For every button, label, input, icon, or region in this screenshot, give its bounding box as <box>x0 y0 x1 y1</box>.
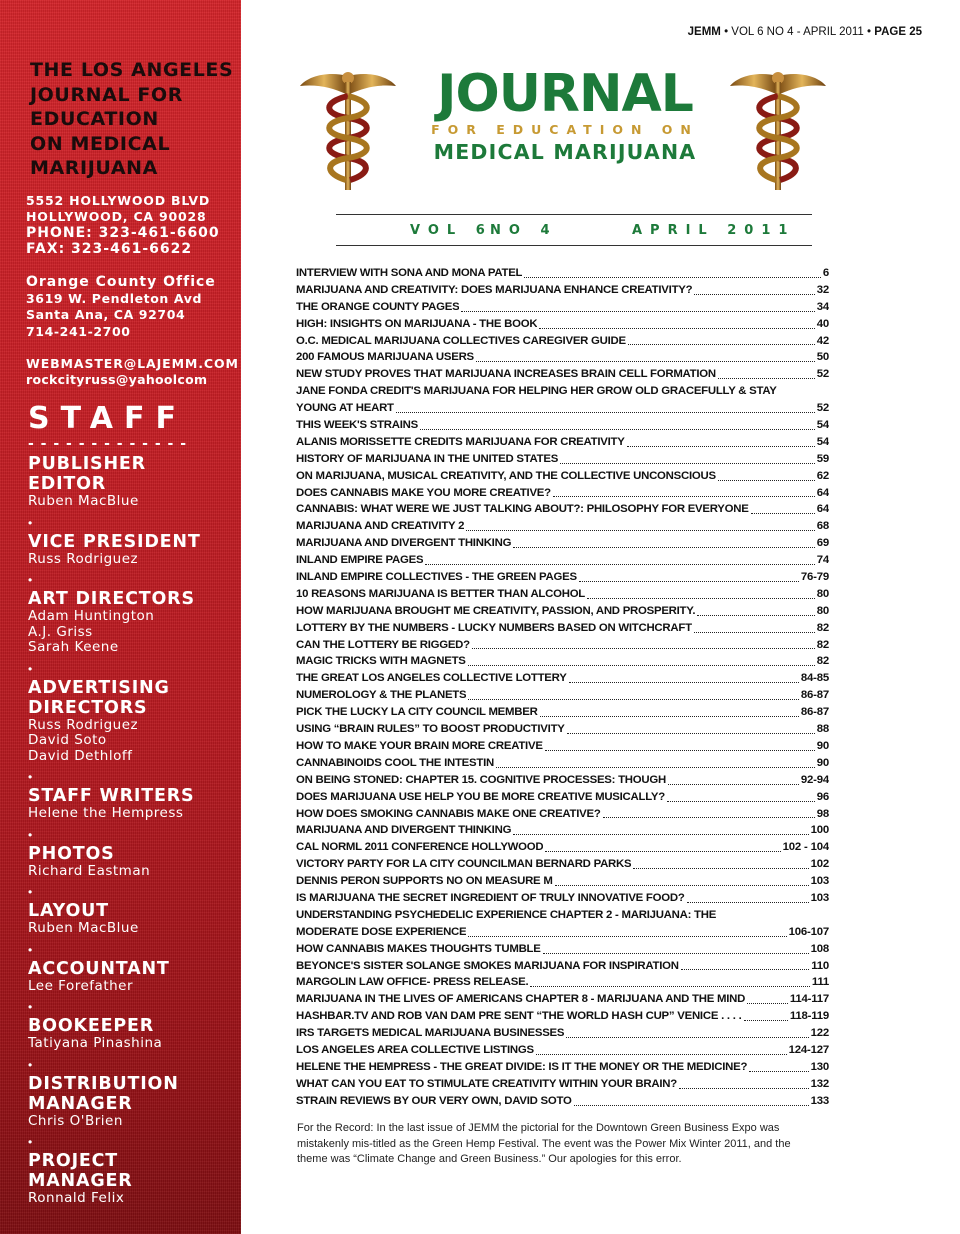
toc-entry[interactable] <box>296 620 829 637</box>
toc-entry[interactable] <box>296 586 829 603</box>
toc-entry-page: 106-107 <box>788 925 829 938</box>
toc-entry-title: HOW TO MAKE YOUR BRAIN MORE CREATIVE <box>296 739 543 752</box>
toc-entry-title: UNDERSTANDING PSYCHEDELIC EXPERIENCE CHAPTER 2 - MARIJUANA: THE <box>296 908 717 921</box>
toc-entry-title: THE ORANGE COUNTY PAGES <box>296 300 460 313</box>
toc-entry[interactable] <box>296 907 829 924</box>
issue-date: APRIL 2011 <box>632 223 796 238</box>
toc-entry-title: MARIJUANA AND DIVERGENT THINKING <box>296 537 512 550</box>
toc-leader <box>744 1019 788 1021</box>
toc-entry-title: ALANIS MORISSETTE CREDITS MARIJUANA FOR CREATIVITY <box>296 435 625 448</box>
role-separator: • <box>28 1057 33 1072</box>
staff-member-name: A.J. Griss <box>28 623 93 640</box>
toc-entry-page: 96 <box>816 790 829 803</box>
toc-entry-page: 76-79 <box>800 571 829 584</box>
toc-entry-page: 108 <box>810 942 829 955</box>
toc-entry-title: DENNIS PERON SUPPORTS NO ON MEASURE M <box>296 875 553 888</box>
toc-entry[interactable] <box>296 299 829 316</box>
toc-leader <box>694 293 814 295</box>
toc-entry-title: MAGIC TRICKS WITH MAGNETS <box>296 655 466 668</box>
toc-entry-title: VICTORY PARTY FOR LA CITY COUNCILMAN BERNARD PARKS <box>296 858 632 871</box>
toc-leader <box>530 985 809 987</box>
role-separator: • <box>28 827 33 842</box>
toc-entry-title: MARIJUANA AND DIVERGENT THINKING <box>296 824 512 837</box>
staff-divider: - - - - - - - - - - - - - <box>28 436 188 452</box>
toc-entry-title: CAN THE LOTTERY BE RIGGED? <box>296 638 470 651</box>
toc-entry[interactable] <box>296 1076 829 1093</box>
toc-entry[interactable] <box>296 637 829 654</box>
logo-medical-marijuana: MEDICAL MARIJUANA <box>433 140 697 164</box>
staff-member-name: Russ Rodriguez <box>28 550 139 567</box>
toc-entry-title: HOW CANNABIS MAKES THOUGHTS TUMBLE <box>296 942 541 955</box>
toc-leader <box>555 884 809 886</box>
toc-entry[interactable] <box>296 856 829 873</box>
toc-entry-title: MARIJUANA AND CREATIVITY: DOES MARIJUANA ENHANCE CREATIVITY? <box>296 283 693 296</box>
toc-leader <box>697 614 814 616</box>
toc-entry-title: CANNABIS: WHAT WERE WE JUST TALKING ABOUT?: PHILOSOPHY FOR EVERYONE <box>296 503 749 516</box>
toc-entry-title: HOW MARIJUANA BROUGHT ME CREATIVITY, PASSION, AND PROSPERITY. <box>296 604 696 617</box>
toc-entry-page: 6 <box>822 267 829 279</box>
toc-leader <box>603 816 815 818</box>
publication-name: JEMM <box>687 26 721 38</box>
toc-entry-page: 118-119 <box>789 1010 829 1023</box>
toc-entry[interactable] <box>296 839 829 856</box>
role-separator: • <box>28 1135 33 1149</box>
sidebar-title-line: MARIJUANA <box>30 157 158 179</box>
toc-entry-title: MARIJUANA AND CREATIVITY 2 <box>296 520 465 533</box>
toc-entry-page: 86-87 <box>800 689 829 702</box>
staff-role-title: ADVERTISING <box>28 677 170 698</box>
toc-entry[interactable] <box>296 1025 829 1042</box>
staff-heading: STAFF <box>28 401 187 436</box>
staff-role-title: PUBLISHER <box>28 454 146 474</box>
toc-entry-title: PICK THE LUCKY LA CITY COUNCIL MEMBER <box>296 706 538 719</box>
oc-address-line: Santa Ana, CA 92704 <box>26 307 186 322</box>
mailing-address <box>26 193 220 257</box>
toc-entry[interactable] <box>296 704 829 721</box>
toc-entry[interactable] <box>296 282 829 299</box>
toc-entry[interactable] <box>296 451 829 468</box>
toc-entry[interactable] <box>296 924 829 941</box>
toc-entry[interactable] <box>296 687 829 704</box>
toc-leader <box>468 698 799 700</box>
toc-entry-page: 34 <box>816 300 829 313</box>
toc-leader <box>694 631 815 633</box>
issue-info: VOL 6 NO 4 - APRIL 2011 <box>731 26 864 38</box>
toc-leader <box>466 529 815 531</box>
toc-entry-page: 130 <box>810 1060 829 1073</box>
caduceus-icon <box>298 66 398 196</box>
toc-entry[interactable] <box>296 1059 829 1076</box>
staff-role-title: MANAGER <box>28 1171 133 1191</box>
toc-entry-page: 82 <box>816 621 829 634</box>
staff-member-name: Richard Eastman <box>28 862 151 879</box>
toc-entry-page: 82 <box>816 638 829 651</box>
toc-entry-page: 64 <box>816 486 829 499</box>
toc-leader <box>566 1036 808 1038</box>
sidebar <box>0 0 241 1234</box>
staff-member-name: Ronnald Felix <box>28 1190 125 1206</box>
toc-entry-title: INLAND EMPIRE COLLECTIVES - THE GREEN PAGES <box>296 571 577 584</box>
toc-leader <box>560 462 815 464</box>
correction-note: For the Record: In the last issue of JEMM the pictorial for the Downtown Green Business Expo was mistakenly mis-titled as the Green Hemp Festival. The event was the Power Mix Winter 2011, and the theme was “Climate Change and Green Business.” Our apologies for this error. <box>297 1122 791 1165</box>
toc-entry[interactable] <box>296 653 829 670</box>
toc-leader <box>545 749 815 751</box>
toc-entry-title: THIS WEEK'S STRAINS <box>296 419 418 432</box>
toc-leader <box>633 867 808 869</box>
toc-leader <box>425 563 814 565</box>
toc-entry-page: 80 <box>816 587 829 600</box>
staff-member-name: David Soto <box>28 732 107 748</box>
toc-leader <box>543 952 809 954</box>
toc-leader <box>749 1070 808 1072</box>
toc-entry-title: CANNABINOIDS COOL THE INTESTIN <box>296 756 494 769</box>
toc-entry[interactable] <box>296 349 829 366</box>
logo-subtitle: FOR EDUCATION ON <box>431 122 699 137</box>
toc-entry-title: DOES MARIJUANA USE HELP YOU BE MORE CREATIVE MUSICALLY? <box>296 790 665 803</box>
toc-entry[interactable] <box>296 1042 829 1059</box>
toc-leader <box>461 310 814 312</box>
oc-phone: 714-241-2700 <box>26 323 131 339</box>
toc-entry[interactable] <box>296 366 829 383</box>
toc-entry[interactable] <box>296 890 829 907</box>
toc-entry-title: HOW DOES SMOKING CANNABIS MAKE ONE CREATIVE? <box>296 807 601 820</box>
toc-entry-title: HASHBAR.TV AND ROB VAN DAM PRE SENT “THE WORLD HASH CUP” VENICE . . . . <box>296 1010 742 1023</box>
toc-leader <box>628 343 815 345</box>
staff-member-name: Lee Forefather <box>28 977 134 994</box>
toc-entry-title: HIGH: INSIGHTS ON MARIJUANA - THE BOOK <box>296 317 538 330</box>
toc-leader <box>553 495 815 497</box>
role-separator: • <box>28 661 33 676</box>
toc-leader <box>667 800 815 802</box>
staff-role-title: DIRECTORS <box>28 697 148 718</box>
staff-list <box>28 454 233 1207</box>
staff-role-title: LAYOUT <box>28 901 109 921</box>
toc-leader <box>396 411 815 413</box>
staff-role-title: MANAGER <box>28 1093 133 1114</box>
sidebar-title-line: JOURNAL FOR <box>30 83 183 106</box>
toc-entry-page: 122 <box>810 1027 829 1040</box>
toc-entry-page: 68 <box>816 520 829 533</box>
toc-entry-title: IRS TARGETS MEDICAL MARIJUANA BUSINESSES <box>296 1027 565 1040</box>
toc-leader <box>779 395 827 396</box>
divider-bottom <box>336 245 812 246</box>
phone-number: PHONE: 323-461-6600 <box>26 225 220 241</box>
toc-entry[interactable] <box>296 974 829 991</box>
staff-role-title: EDITOR <box>28 474 107 494</box>
staff-role-title: ART DIRECTORS <box>28 589 195 609</box>
staff-role-title: PHOTOS <box>28 843 115 864</box>
role-separator: • <box>28 770 33 784</box>
toc-entry-page: 124-127 <box>788 1043 829 1056</box>
toc-leader <box>579 580 799 582</box>
toc-entry-title: ON MARIJUANA, MUSICAL CREATIVITY, AND THE COLLECTIVE UNCONSCIOUS <box>296 469 716 482</box>
toc-entry-page: 92-94 <box>800 773 829 786</box>
toc-entry[interactable] <box>296 1008 829 1025</box>
toc-entry-page: 133 <box>810 1094 829 1107</box>
toc-entry-page: 90 <box>816 739 829 752</box>
toc-entry-page: 114-117 <box>789 993 829 1006</box>
toc-entry-page: 111 <box>811 976 829 989</box>
toc-entry-title: MODERATE DOSE EXPERIENCE <box>296 925 467 938</box>
toc-entry[interactable] <box>296 316 829 333</box>
toc-entry-title: USING “BRAIN RULES” TO BOOST PRODUCTIVITY <box>296 723 565 736</box>
toc-entry-page: 80 <box>816 604 829 617</box>
toc-entry-page: 98 <box>816 807 829 820</box>
toc-entry-title: 200 FAMOUS MARIJUANA USERS <box>296 351 474 364</box>
toc-entry-title: 10 REASONS MARIJUANA IS BETTER THAN ALCOHOL <box>296 587 586 600</box>
toc-entry-title: THE GREAT LOS ANGELES COLLECTIVE LOTTERY <box>296 672 567 685</box>
staff-member-name: Ruben MacBlue <box>28 493 139 509</box>
toc-entry-page: 82 <box>816 655 829 668</box>
staff-member-name: Adam Huntington <box>28 608 155 624</box>
webmaster-email[interactable]: WEBMASTER@LAJEMM.COM <box>26 356 239 371</box>
toc-entry-page: 69 <box>816 537 829 550</box>
page-number: PAGE 25 <box>874 26 922 38</box>
toc-leader <box>540 715 799 717</box>
staff-role-title: PROJECT <box>28 1151 119 1171</box>
toc-entry-title: MARIJUANA IN THE LIVES OF AMERICANS CHAPTER 8 - MARIJUANA AND THE MIND <box>296 993 746 1006</box>
staff-member-name: Helene the Hempress <box>28 805 184 821</box>
toc-entry[interactable] <box>296 501 829 518</box>
caduceus-icon <box>728 66 828 196</box>
toc-leader <box>524 276 821 278</box>
toc-entry[interactable] <box>296 991 829 1008</box>
toc-entry-title: JANE FONDA CREDIT'S MARIJUANA FOR HELPING HER GROW OLD GRACEFULLY & STAY <box>296 385 777 398</box>
toc-entry-page: 62 <box>816 469 829 482</box>
toc-entry-title: INTERVIEW WITH SONA AND MONA PATEL <box>296 267 523 279</box>
toc-leader <box>468 935 786 937</box>
role-separator: • <box>28 942 33 957</box>
orange-county-office <box>26 274 216 340</box>
toc-leader <box>668 783 799 785</box>
toc-entry-title: STRAIN REVIEWS BY OUR VERY OWN, DAVID SOTO <box>296 1094 572 1107</box>
toc-entry[interactable] <box>296 535 829 552</box>
toc-entry[interactable] <box>296 552 829 569</box>
toc-entry[interactable] <box>296 485 829 502</box>
toc-entry[interactable] <box>296 468 829 485</box>
toc-entry-title: WHAT CAN YOU EAT TO STIMULATE CREATIVITY WITHIN YOUR BRAIN? <box>296 1077 677 1090</box>
toc-entry-page: 102 <box>810 858 829 871</box>
toc-entry-page: 100 <box>810 824 829 837</box>
toc-leader <box>567 732 815 734</box>
toc-leader <box>569 681 799 683</box>
toc-leader <box>687 901 809 903</box>
page-header <box>688 26 922 38</box>
role-separator: • <box>28 1000 33 1014</box>
toc-entry-page: 88 <box>816 723 829 736</box>
sidebar-title-line: EDUCATION <box>30 108 159 130</box>
toc-entry-page: 110 <box>811 959 829 972</box>
toc-leader <box>539 327 814 329</box>
toc-entry-title: MARGOLIN LAW OFFICE- PRESS RELEASE. <box>296 976 529 989</box>
contact-email[interactable]: rockcityruss@yahoolcom <box>26 372 208 387</box>
toc-entry[interactable] <box>296 721 829 738</box>
staff-role-title: DISTRIBUTION <box>28 1073 179 1094</box>
toc-entry[interactable] <box>296 265 829 282</box>
toc-entry[interactable] <box>296 434 829 451</box>
address-line: 5552 HOLLYWOOD BLVD <box>26 193 211 208</box>
toc-entry-page: 52 <box>816 402 829 415</box>
toc-entry-page: 59 <box>816 452 829 465</box>
toc-leader <box>513 546 815 548</box>
toc-entry[interactable] <box>296 806 829 823</box>
toc-entry-page: 40 <box>816 317 829 330</box>
staff-member-name: Chris O'Brien <box>28 1112 123 1129</box>
toc-entry[interactable] <box>296 1093 829 1110</box>
toc-entry-page: 50 <box>816 351 829 364</box>
toc-leader <box>574 1104 809 1106</box>
contact-emails <box>26 356 239 388</box>
toc-leader <box>468 664 815 666</box>
staff-role-title: STAFF WRITERS <box>28 786 195 806</box>
toc-leader <box>587 597 815 599</box>
toc-entry-page: 132 <box>810 1077 829 1090</box>
toc-entry[interactable] <box>296 738 829 755</box>
toc-entry-title: BEYONCE'S SISTER SOLANGE SMOKES MARIJUANA FOR INSPIRATION <box>296 959 679 972</box>
toc-entry[interactable] <box>296 670 829 687</box>
toc-entry[interactable] <box>296 873 829 890</box>
toc-entry-title: LOS ANGELES AREA COLLECTIVE LISTINGS <box>296 1043 534 1056</box>
toc-entry-page: 103 <box>810 875 829 888</box>
toc-leader <box>513 833 808 835</box>
staff-member-name: David Dethloff <box>28 747 133 764</box>
staff-role-title: VICE PRESIDENT <box>28 531 201 552</box>
toc-entry-title: DOES CANNABIS MAKE YOU MORE CREATIVE? <box>296 486 551 499</box>
role-separator: • <box>28 885 33 899</box>
sidebar-title-line: ON MEDICAL <box>30 132 171 155</box>
toc-leader <box>536 1053 787 1055</box>
oc-office-heading: Orange County Office <box>26 274 216 290</box>
toc-entry[interactable] <box>296 958 829 975</box>
toc-leader <box>718 377 815 379</box>
toc-entry-page: 86-87 <box>800 706 829 719</box>
fax-number: FAX: 323-461-6622 <box>26 241 193 257</box>
divider-top <box>336 214 812 215</box>
toc-leader <box>718 479 815 481</box>
toc-leader <box>681 968 809 970</box>
toc-entry[interactable] <box>296 789 829 806</box>
toc-leader <box>679 1087 809 1089</box>
staff-member-name: Ruben MacBlue <box>28 920 139 936</box>
toc-entry-page: 103 <box>810 891 829 904</box>
toc-entry-page: 74 <box>816 554 829 567</box>
toc-leader <box>751 512 815 514</box>
toc-entry-title: HELENE THE HEMPRESS - THE GREAT DIVIDE: IS IT THE MONEY OR THE MEDICINE? <box>296 1060 748 1073</box>
toc-entry-page: 102 - 104 <box>782 841 829 854</box>
toc-entry[interactable] <box>296 822 829 839</box>
toc-leader <box>420 428 815 430</box>
toc-entry-title: NUMEROLOGY & THE PLANETS <box>296 689 467 702</box>
staff-role-title: BOOKEEPER <box>28 1016 155 1036</box>
toc-leader <box>476 360 815 362</box>
toc-entry-page: 64 <box>816 503 829 516</box>
table-of-contents <box>296 265 829 1110</box>
toc-entry-page: 84-85 <box>800 672 829 685</box>
logo-journal: JOURNAL <box>437 64 693 124</box>
role-separator: • <box>28 573 33 587</box>
toc-entry-title: HISTORY OF MARIJUANA IN THE UNITED STATES <box>296 452 559 465</box>
toc-entry[interactable] <box>296 941 829 958</box>
toc-entry[interactable] <box>296 383 829 400</box>
toc-entry-title: NEW STUDY PROVES THAT MARIJUANA INCREASES BRAIN CELL FORMATION <box>296 368 716 381</box>
toc-entry-title: O.C. MEDICAL MARIJUANA COLLECTIVES CAREGIVER GUIDE <box>296 334 626 347</box>
toc-entry[interactable] <box>296 772 829 789</box>
toc-entry[interactable] <box>296 333 829 350</box>
staff-member-name: Tatiyana Pinashina <box>28 1035 163 1051</box>
toc-entry[interactable] <box>296 755 829 772</box>
toc-entry[interactable] <box>296 603 829 620</box>
toc-leader <box>545 850 780 852</box>
role-separator: • <box>28 515 33 530</box>
toc-entry[interactable] <box>296 417 829 434</box>
bullet: • <box>724 26 729 38</box>
toc-leader <box>496 766 815 768</box>
toc-leader <box>718 919 827 920</box>
staff-role-title: ACCOUNTANT <box>28 958 170 979</box>
toc-entry[interactable] <box>296 569 829 586</box>
bullet: • <box>867 26 872 38</box>
toc-entry-page: 52 <box>816 368 829 381</box>
toc-entry-title: YOUNG AT HEART <box>296 402 394 415</box>
address-line: HOLLYWOOD, CA 90028 <box>26 209 207 224</box>
issue-vol: VOL 6 <box>410 223 493 238</box>
toc-entry-title: IS MARIJUANA THE SECRET INGREDIENT OF TRULY INNOVATIVE FOOD? <box>296 891 685 904</box>
toc-entry-title: LOTTERY BY THE NUMBERS - LUCKY NUMBERS BASED ON WITCHCRAFT <box>296 621 692 634</box>
oc-address-line: 3619 W. Pendleton Avd <box>26 290 202 306</box>
sidebar-title-line: THE LOS ANGELES <box>30 59 234 81</box>
staff-member-name: Russ Rodriguez <box>28 716 139 733</box>
toc-entry-title: ON BEING STONED: CHAPTER 15. COGNITIVE PROCESSES: THOUGH <box>296 773 666 786</box>
toc-entry-title: CAL NORML 2011 CONFERENCE HOLLYWOOD <box>296 841 544 854</box>
toc-entry-title: INLAND EMPIRE PAGES <box>296 554 424 567</box>
staff-member-name: Sarah Keene <box>28 639 119 655</box>
toc-entry-page: 42 <box>816 334 829 347</box>
toc-leader <box>747 1002 788 1004</box>
toc-entry-page: 32 <box>816 283 829 296</box>
toc-entry[interactable] <box>296 400 829 417</box>
issue-no: NO 4 <box>490 223 558 238</box>
toc-entry[interactable] <box>296 518 829 535</box>
toc-entry-page: 90 <box>816 756 829 769</box>
toc-leader <box>472 647 815 649</box>
toc-entry-page: 54 <box>816 435 829 448</box>
sidebar-title <box>30 58 234 181</box>
toc-entry-page: 54 <box>816 419 829 432</box>
toc-leader <box>627 445 815 447</box>
